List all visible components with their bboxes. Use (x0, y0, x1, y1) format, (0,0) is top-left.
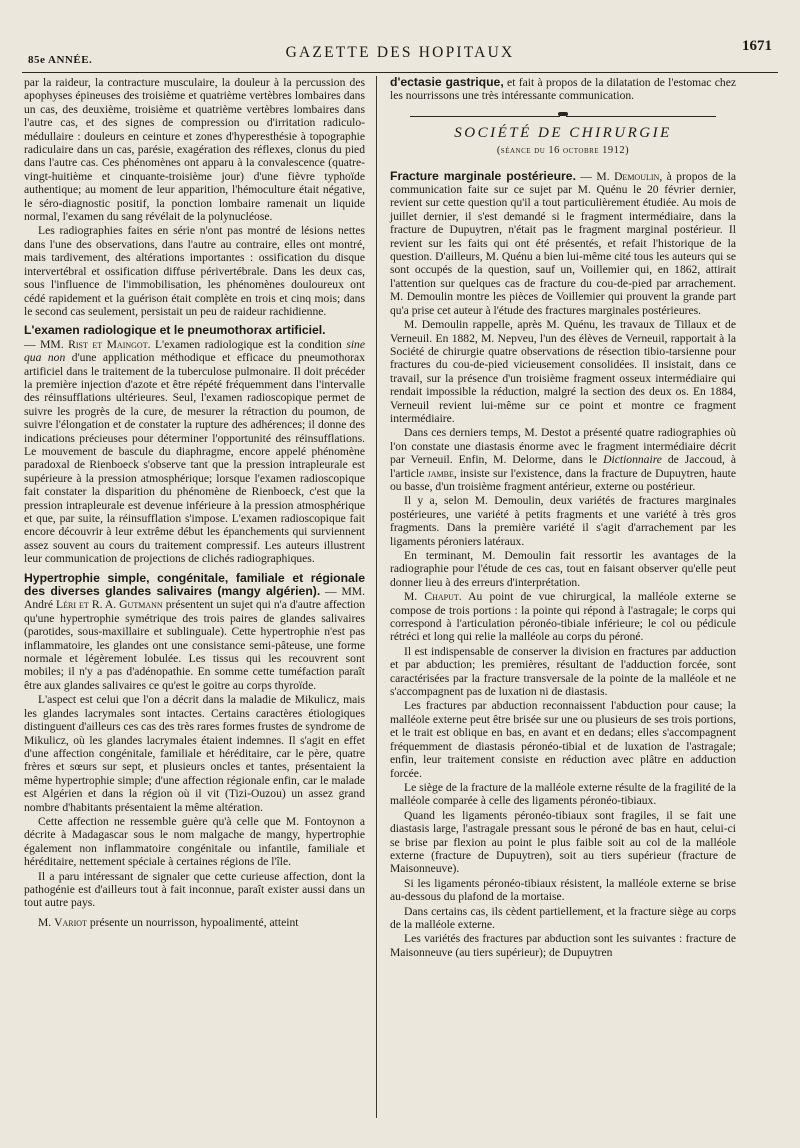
section-title: Fracture marginale postérieure. (390, 168, 576, 183)
author-names: Variot (54, 915, 87, 929)
section-title: Hypertrophie simple, congénitale, familiale et régionale des diverses glandes salivaires (mangy algérien). (24, 570, 365, 599)
paragraph: Les radiographies faites en série n'ont pas montré de lésions nettes dans l'une des observations, dans l'autre au contraire, elles ont montré, mais tardivement, des altérations importantes : ossification du disque intervertébral et ossification diffuse périvertébrale. Dans les deux cas, sous l'influence de l'immobilisation, les phénomènes douloureux ont cédé rapidement et la guérison était complète en trois et cinq mois; dans le second cas seulement, persistait un peu de raideur rachidienne. (24, 224, 365, 318)
paragraph: Dans certains cas, ils cèdent partiellement, et la fracture siège au corps de la malléole externe. (390, 904, 736, 931)
section-fracture: Fracture marginale postérieure. — M. Demoulin, à propos de la communication faite sur ce sujet par M. Quénu le 20 février dernier, revient sur cette question qu'il a tout particulièrement étudiée. Au mois de juillet dernier, il s'est demandé si le fragment intermédiaire, dans la fracture de Dupuytren, n'était pas le fragment marginal postérieur. Il revient sur les faits qui ont été présentés, et refait l'historique de la question. D'ailleurs, M. Quénu a bien lui-même cité tous les auteurs qui se sont occupés de la question, sauf un, Voillemier qui, en 1862, attirait l'attention sur quelques cas de fracture du cou-de-pied par arrachement. M. Demoulin montre les pièces de Voillemier qui prouvent la grande part qu'a prise cet auteur à l'étude des fractures marginales postérieures. (390, 168, 736, 317)
society-title: SOCIÉTÉ DE CHIRURGIE (454, 124, 672, 141)
left-column (24, 76, 365, 929)
session-date: (séance du 16 octobre 1912) (496, 145, 630, 157)
paragraph: Les fractures par abduction reconnaissent l'abduction pour cause; la malléole externe peut être brisée sur une ou plusieurs de ses trois portions, et le trait est oblique en bas, en avant et en dedans; elles s'accompagnent fréquemment de diastasis péronéo-tibial et de luxation de l'astragale; enfin, leur traitement consiste en réduction avec plâtre en adduction forcée. (390, 699, 736, 780)
page-number: 1671 (742, 38, 772, 54)
column-divider (376, 76, 377, 1118)
paragraph: Cette affection ne ressemble guère qu'à celle que M. Fontoynon a décrite à Madagascar sous le nom malgache de mangy, hypertrophie également non inflammatoire congénitale ou infantile, familiale et héréditaire, nettement spéciale à certaines régions de l'île. (24, 814, 365, 869)
paragraph: M. Demoulin rappelle, après M. Quénu, les travaux de Tillaux et de Verneuil. En 1882, M. Nepveu, l'un des élèves de Verneuil, rapportait à la Société de chirurgie quatre observations de résection tibio-tarsienne pour fractures du cou-de-pied vicieusement consolidées. Il insistait, dans ce travail, sur la présence d'un troisième fragment osseux intermédiaire qui rendait impossible la réduction, malgré la section des deux os. En 1884, Verneuil revient lui-même sur ce point et montre ce fragment intermédiaire. (390, 318, 736, 425)
author-names: Chaput. (424, 590, 462, 604)
paragraph: Le siège de la fracture de la malléole externe résulte de la fragilité de la malléole comparée à celle des ligaments péronéo-tibiaux. (390, 780, 736, 808)
paragraph: Les variétés des fractures par abduction sont les suivantes : fracture de Maisonneuve (au tiers supérieur); de Dupuytren (390, 932, 736, 959)
section-title: L'examen radiologique et le pneumothorax artificiel. (24, 323, 326, 338)
paragraph: Il a paru intéressant de signaler que cette curieuse affection, dont la pathogénie est d'ailleurs tout à fait inconnue, paraît exister aussi dans un tout autre pays. (24, 869, 365, 910)
paragraph: M. Variot présente un nourrisson, hypoalimenté, atteint (38, 915, 299, 929)
paragraph: Si les ligaments péronéo-tibiaux résistent, la malléole externe se brise au-dessous du plafond de la mortaise. (390, 876, 736, 904)
paragraph: d'ectasie gastrique, et fait à propos de la dilatation de l'estomac chez les nourrissons une très intéressante communication. (390, 75, 737, 103)
paragraph: Il y a, selon M. Demoulin, deux variétés de fractures marginales postérieures, une variété à petits fragments et une variété à très gros fragments. Dans la première variété il s'agit d'arrachement par les ligaments péroniers latéraux. (390, 494, 736, 548)
author-names: Rist et Maingot. (68, 337, 151, 351)
paragraph: En terminant, M. Demoulin fait ressortir les avantages de la radiographie pour l'étude de ces cas, tout en faisant observer qu'elle peut donner lieu à des erreurs d'interprétation. (390, 549, 736, 589)
paragraph: par la raideur, la contracture musculaire, la douleur à la percussion des apophyses épineuses des troisième et quatrième vertèbres lombaires dans un cas, des deuxième, troisième et quatrième vertèbres lombaires dans l'autre cas, et des signes de compression ou d'irritation radiculo-médullaire : douleurs en ceinture et zones d'hyperesthésie à topographie radiculaire dans un cas, parésie, exagération des réflexes, clonus du pied dans l'autre cas. Ces phénomènes ont apparu à la convalescence (quatre-vingt-huitième et cinquante-troisième jour) d'une fièvre typhoïde authentique; au moment de leur apparition, l'hémoculture était négative, le séro-diagnostic positif, la ponction lombaire ramenait un liquide normal, l'examen du sang révélait de la polynucléose. (24, 76, 365, 224)
section-salivary: Hypertrophie simple, congénitale, familiale et régionale des diverses glandes salivaires (mangy algérien). — MM. André Léri et R. A. Gutmann présentent un sujet qui n'a d'autre affection qu'une hypertrophie symétrique des trois paires de glandes salivaires (parotides, sous-maxillaire et sublinguale). Cette hypertrophie n'est pas inflammatoire, les glandes ont une consistance semi-pâteuse, une forme normale et légèrement lobulée. Les tissus qui les recouvrent sont mobiles; il n'y a pas d'adénopathie. En somme cette tuméfaction paraît être aux glandes salivaires ce qu'est le goitre au corps thyroïde. (24, 570, 365, 692)
section-ornament (390, 109, 736, 117)
volume-year: 85e ANNÉE. (28, 54, 93, 66)
paragraph: Quand les ligaments péronéo-tibiaux sont fragiles, il se fait une diastasis large, l'astragale pressant sous le péroné de bas en haut, celui-ci se brise par flexion au point le plus faible soit au col de la malléole externe (fracture de Dupuytren), soit au tiers supérieur (fracture de Maisonneuve). (390, 808, 736, 876)
header-rule (22, 72, 778, 73)
author-names: Demoulin, (614, 169, 663, 183)
author-names: Léri et R. A. Gutmann (56, 598, 163, 612)
running-head (28, 38, 772, 72)
journal-title: GAZETTE DES HOPITAUX (285, 44, 515, 61)
paragraph: Dans ces derniers temps, M. Destot a présenté quatre radiographies où l'on constate une diastasis énorme avec le fragment intermédiaire décrit par Verneuil. Enfin, M. Delorme, dans le Dictionnaire de Jaccoud, à l'article jambe, insiste sur l'existence, dans la fracture de Dupuytren, haute ou basse, d'un troisième fragment antérieur, externe ou postérieur. (390, 426, 737, 493)
paragraph: L'aspect est celui que l'on a décrit dans la maladie de Mikulicz, mais les glandes lacrymales sont intactes. Certains caractères étiologiques distinguent d'ailleurs ces cas des très rares formes frustes de syndrome de Mikulicz, où les glandes lacrymales étaient indemnes. Il s'agit en effet d'une affection congénitale, familiale et héréditaire, car le père, quatre frères et sœurs sur sept, et plusieurs oncles et tantes, présentaient la même hypertrophie simple; d'une affection régionale enfin, car le malade est Algérien et dans la région où il vit (Tizi-Ouzou) un assez grand nombre d'habitants présentaient la même altération. (24, 693, 365, 814)
paragraph: Il est indispensable de conserver la division en fractures par adduction et par abduction; les premières, résultant de l'adduction forcée, sont caractérisées par la fracture transversale de la pointe de la malléole et ne s'accompagnent pas de luxation ni de diastasis. (390, 644, 736, 699)
paragraph: M. Chaput. Au point de vue chirurgical, la malléole externe se compose de trois portions : la pointe qui répond à l'astragale; le corps qui correspond à l'articulation péronéo-tibiale inférieure; le col ou pédicule rétréci et long qui relie la malléole au corps du péroné. (390, 590, 736, 644)
right-column (390, 76, 736, 959)
society-heading (390, 124, 736, 158)
section-radiology: L'examen radiologique et le pneumothorax artificiel. — MM. Rist et Maingot. L'examen radiologique est la condition sine qua non d'une application méthodique et efficace du pneumothorax artificiel dans le traitement de la tuberculose pulmonaire. Il doit précéder la première injection d'azote et être répété fréquemment dans l'intervalle des réinsufflations ultérieures. Seul, l'examen radioscopique permet de suivre les progrès de la cure, de mesurer la rétraction du poumon, de suivre l'élongation et de constater la rupture des adhérences; il donne des indications précieuses pour déterminer l'opportunité des réinsufflations. Le mouvement de bascule du diaphragme, encore appelé phénomène paradoxal de Rienboeck s'observe tant que la pression intrapleurale est supérieure à la pression atmosphérique; lorsque l'examen radioscopique fait constater la disparition du phénomène de Rienboeck, c'est que la pression intrapleurale est devenue inférieure à la pression atmosphérique et que, par suite, la réinsufflation s'impose. L'examen radioscopique fait encore découvrir à leur extrême début les épanchements qui surviennent assez souvent au cours du traitement compressif. Les auteurs illustrent leur communication de projections de clichés radiographiques. (24, 323, 366, 566)
